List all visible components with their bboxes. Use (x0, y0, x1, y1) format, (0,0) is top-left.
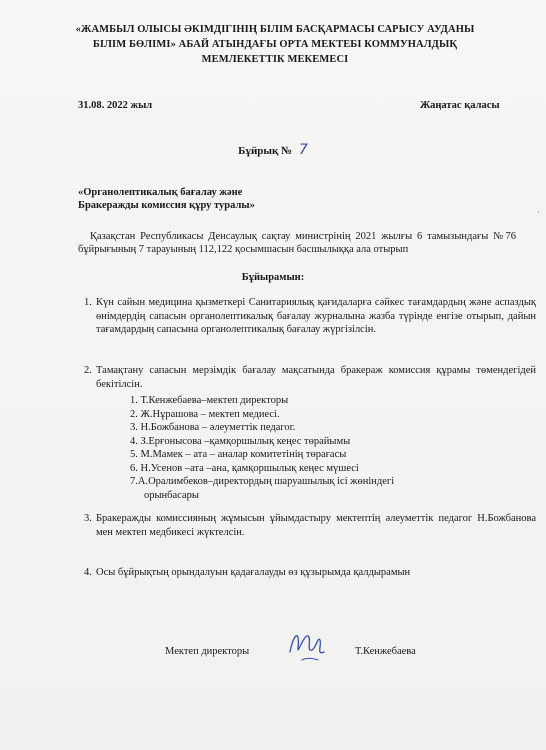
signature-name: Т.Кенжебаева (355, 646, 416, 657)
item-text: Осы бұйрықтың орындалуын қадағалауды өз құзырымда қалдырамын (96, 567, 411, 578)
margin-mark: ˈ (537, 210, 540, 220)
item-text: Бракеражды комиссияның жұмысын ұйымдастыру мектептің әлеуметтік педагог Н.Божбанова мен мектеп медбикесі жүктелсін. (96, 513, 536, 538)
signature-role: Мектеп директоры (165, 646, 250, 657)
list-item: 5. М.Мамек – ата – аналар комитетінің төрағасы (130, 449, 347, 460)
list-item: 3. Н.Божбанова – әлеуметтік педагог. (130, 422, 296, 433)
order-item (76, 364, 536, 391)
list-item: 6. Н.Усенов –ата –ана, қамқоршылық кеңес мүшесі (130, 462, 359, 474)
subject-line-2: Бракеражды комиссия құру туралы» (78, 200, 255, 211)
order-number-handwritten: 7 (298, 142, 308, 158)
order-item (76, 296, 536, 337)
item-number: 1. (84, 297, 92, 308)
order-item (76, 566, 536, 580)
handwritten-signature (282, 622, 332, 666)
item-number: 3. (84, 513, 92, 524)
order-item (76, 512, 536, 539)
item-text: Тамақтану сапасын мерзімдік бағалау мақсатында бракераж комиссия құрамы төмендегідей бекітілсін. (96, 365, 536, 390)
order-date: 31.08. 2022 жыл (78, 100, 153, 111)
header-line-3: МЕМЛЕКЕТТІК МЕКЕМЕСІ (201, 54, 349, 65)
header-line-2: БІЛІМ БӨЛІМІ» АБАЙ АТЫНДАҒЫ ОРТА МЕКТЕБІ КОММУНАЛДЫҚ (92, 39, 458, 50)
item-number: 2. (84, 365, 92, 376)
item-text: Күн сайын медицина қызметкері Санитариялық қағидаларға сәйкес тағамдардың және аспаздық өнімдердің сапасын органолептикалық бағалау журналына жазба түрінде енгізе отырып, дайын тағамдардың сапасына органолептикалық бағалау жүргізілсін. (96, 297, 536, 335)
order-title-label: Бұйрық № (238, 145, 293, 157)
order-title (0, 142, 546, 158)
list-item: 4. З.Ерғонысова –қамқоршылық кеңес төрайымы (130, 435, 351, 447)
list-item: 1. Т.Кенжебаева–мектеп директоры (130, 395, 289, 406)
list-item: 7.А.Оралимбеков–директордың шаруашылық ісі жөніндегі (130, 476, 395, 487)
order-city: Жаңатас қаласы (420, 100, 500, 111)
preamble-paragraph: Қазақстан Республикасы Денсаулық сақтау министрінің 2021 жылғы 6 тамызындағы №76 бұйрығының 7 тарауының 112,122 қосымшасын басшылыққа ала отырып (78, 231, 516, 255)
decree-heading: Бұйырамын: (241, 272, 305, 283)
item-number: 4. (84, 567, 92, 578)
list-item: орынбасары (144, 489, 199, 501)
order-subject (78, 186, 255, 212)
commission-members-list (130, 394, 490, 502)
header-line-1: «ЖАМБЫЛ ОЛЫСЫ ӘКІМДІГІНІҢ БІЛІМ БАСҚАРМАСЫ САРЫСУ АУДАНЫ (75, 24, 475, 35)
list-item: 2. Ж.Нұрашова – мектеп медиесі. (130, 408, 280, 420)
subject-line-1: «Органолептикалық бағалау және (78, 187, 243, 198)
document-header (60, 22, 490, 67)
